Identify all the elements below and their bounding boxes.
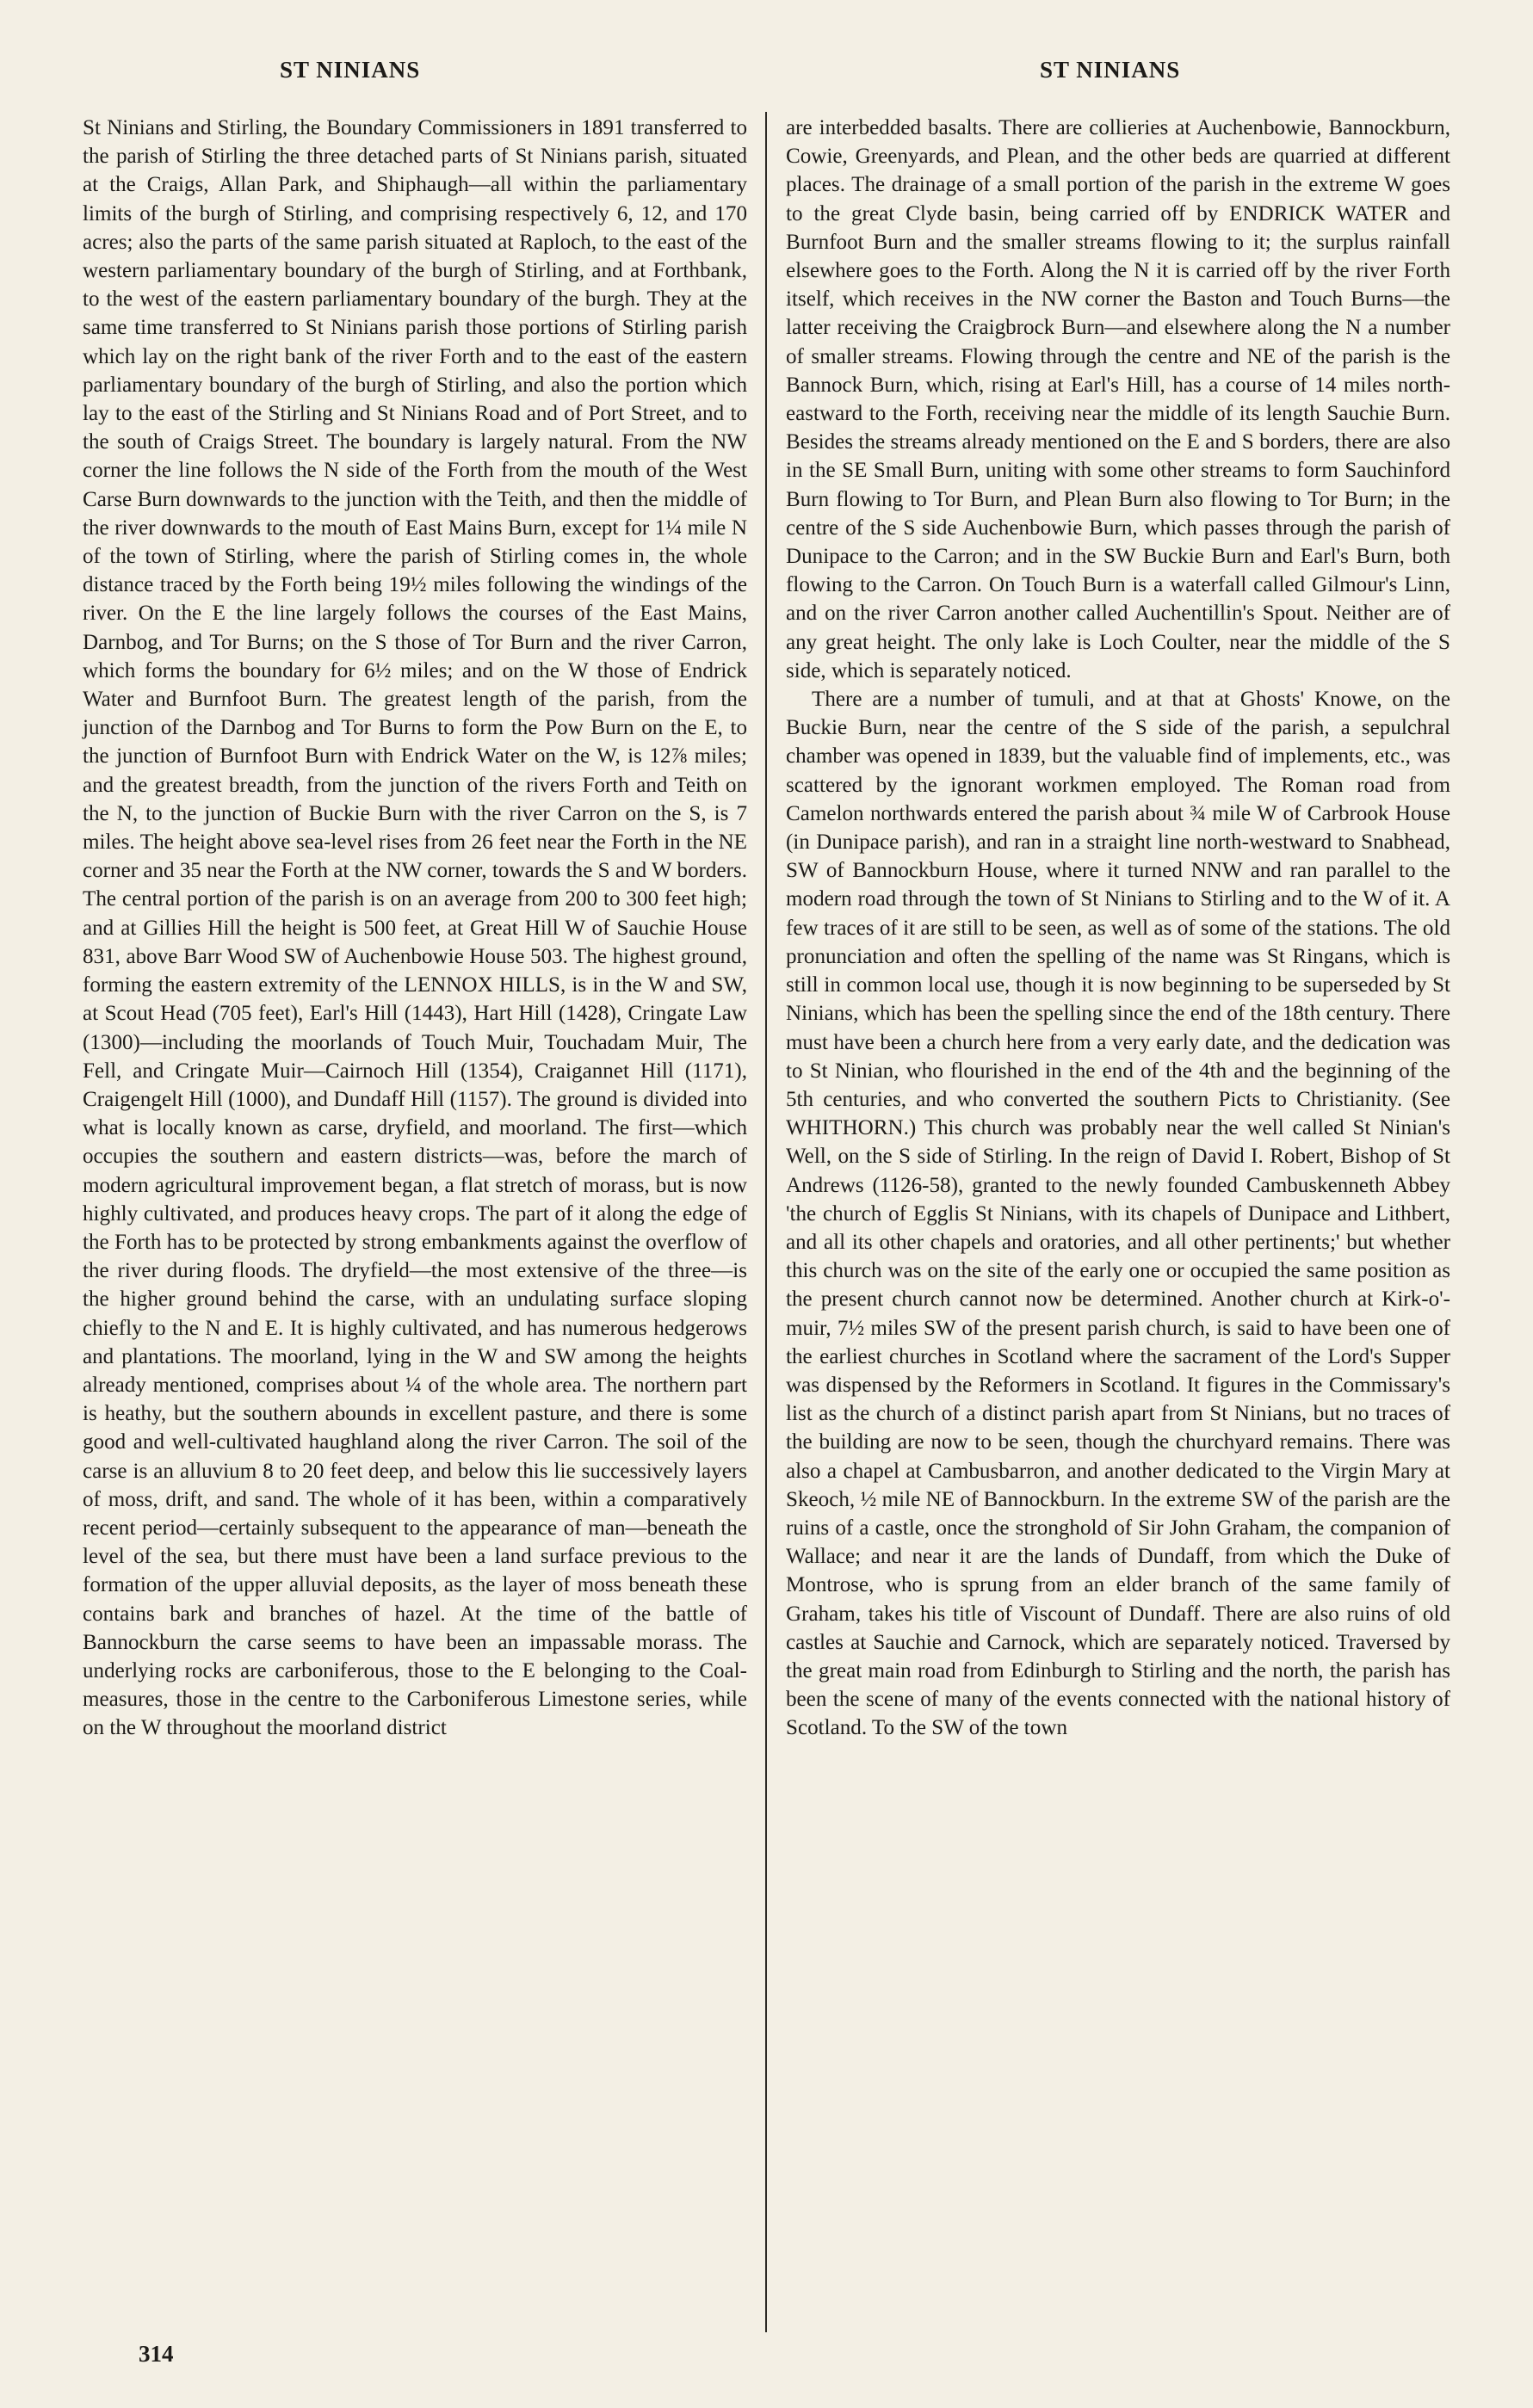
running-head-right: ST NINIANS	[1040, 57, 1181, 83]
column-divider	[765, 112, 767, 2332]
left-column	[83, 114, 747, 1743]
running-head-left: ST NINIANS	[280, 57, 421, 83]
right-paragraph-2: There are a number of tumuli, and at that at Ghosts' Knowe, on the Buckie Burn, near the centre of the S side of the parish, a sepulchral chamber was opened in 1839, but the valuable find of implements, etc., was scattered by the ignorant workmen employed. The Roman road from Camelon northwards entered the parish about ¾ mile W of Carbrook House (in Dunipace parish), and ran in a straight line north-westward to Snabhead, SW of Bannockburn House, where it turned NNW and ran parallel to the modern road through the town of St Ninians to Stirling and to the W of it. A few traces of it are still to be seen, as well as of some of the stations. The old pronunciation and often the spelling of the name was St Ringans, which is still in common local use, though it is now beginning to be superseded by St Ninians, which has been the spelling since the end of the 18th century. There must have been a church here from a very early date, and the dedication was to St Ninian, who flourished in the end of the 4th and the beginning of the 5th centuries, and who converted the southern Picts to Christianity. (See WHITHORN.) This church was probably near the well called St Ninian's Well, on the S side of Stirling. In the reign of David I. Robert, Bishop of St Andrews (1126-58), granted to the newly founded Cambuskenneth Abbey 'the church of Egglis St Ninians, with its chapels of Dunipace and Lithbert, and all its other chapels and oratories, and all other pertinents;' but whether this church was on the site of the early one or occupied the same position as the present church cannot now be determined. Another church at Kirk-o'-muir, 7½ miles SW of the present parish church, is said to have been one of the earliest churches in Scotland where the sacrament of the Lord's Supper was dispensed by the Reformers in Scotland. It figures in the Commissary's list as the church of a distinct parish apart from St Ninians, but no traces of the building are now to be seen, though the churchyard remains. There was also a chapel at Cambusbarron, and another dedicated to the Virgin Mary at Skeoch, ½ mile NE of Bannockburn. In the extreme SW of the parish are the ruins of a castle, once the stronghold of Sir John Graham, the companion of Wallace; and near it are the lands of Dundaff, from which the Duke of Montrose, who is sprung from an elder branch of the same family of Graham, takes his title of Viscount of Dundaff. There are also ruins of old castles at Sauchie and Carnock, which are separately noticed. Traversed by the great main road from Edinburgh to Stirling and the north, the parish has been the scene of many of the events connected with the national history of Scotland. To the SW of the town	[786, 688, 1450, 1740]
right-column	[786, 114, 1450, 1743]
left-paragraph-1: St Ninians and Stirling, the Boundary Commissioners in 1891 transferred to the parish of Stirling the three detached parts of St Ninians parish, situated at the Craigs, Allan Park, and Shiphaugh—all within the parliamentary limits of the burgh of Stirling, and comprising respectively 6, 12, and 170 acres; also the parts of the same parish situated at Raploch, to the east of the western parliamentary boundary of the burgh of Stirling, and at Forthbank, to the west of the eastern parliamentary boundary of the burgh. They at the same time transferred to St Ninians parish those portions of Stirling parish which lay on the right bank of the river Forth and to the east of the eastern parliamentary boundary of the burgh of Stirling, and also the portion which lay to the east of the Stirling and St Ninians Road and of Port Street, and to the south of Craigs Street. The boundary is largely natural. From the NW corner the line follows the N side of the Forth from the mouth of the West Carse Burn downwards to the junction with the Teith, and then the middle of the river downwards to the mouth of East Mains Burn, except for 1¼ mile N of the town of Stirling, where the parish of Stirling comes in, the whole distance traced by the Forth being 19½ miles following the windings of the river. On the E the line largely follows the courses of the East Mains, Darnbog, and Tor Burns; on the S those of Tor Burn and the river Carron, which forms the boundary for 6½ miles; and on the W those of Endrick Water and Burnfoot Burn. The greatest length of the parish, from the junction of the Darnbog and Tor Burns to form the Pow Burn on the E, to the junction of Burnfoot Burn with Endrick Water on the W, is 12⅞ miles; and the greatest breadth, from the junction of the rivers Forth and Teith on the N, to the junction of Buckie Burn with the river Carron on the S, is 7 miles. The height above sea-level rises from 26 feet near the Forth in the NE corner and 35 near the Forth at the NW corner, towards the S and W borders. The central portion of the parish is on an average from 200 to 300 feet high; and at Gillies Hill the height is 500 feet, at Great Hill W of Sauchie House 831, above Barr Wood SW of Auchenbowie House 503. The highest ground, forming the eastern extremity of the LENNOX HILLS, is in the W and SW, at Scout Head (705 feet), Earl's Hill (1443), Hart Hill (1428), Cringate Law (1300)—including the moorlands of Touch Muir, Touchadam Muir, The Fell, and Cringate Muir—Cairnoch Hill (1354), Craigannet Hill (1171), Craigengelt Hill (1000), and Dundaff Hill (1157). The ground is divided into what is locally known as carse, dryfield, and moorland. The first—which occupies the southern and eastern districts—was, before the march of modern agricultural improvement began, a flat stretch of morass, but is now highly cultivated, and produces heavy crops. The part of it along the edge of the Forth has to be protected by strong embankments against the overflow of the river during floods. The dryfield—the most extensive of the three—is the higher ground behind the carse, with an undulating surface sloping chiefly to the N and E. It is highly cultivated, and has numerous hedgerows and plantations. The moorland, lying in the W and SW among the heights already mentioned, comprises about ¼ of the whole area. The northern part is heathy, but the southern abounds in excellent pasture, and there is some good and well-cultivated haughland along the river Carron. The soil of the carse is an alluvium 8 to 20 feet deep, and below this lie successively layers of moss, drift, and sand. The whole of it has been, within a comparatively recent period—certainly subsequent to the appearance of man—beneath the level of the sea, but there must have been a land surface previous to the formation of the upper alluvial deposits, as the layer of moss beneath these contains bark and branches of hazel. At the time of the battle of Bannockburn the carse seems to have been an impassable morass. The underlying rocks are carboniferous, those to the E belonging to the Coal-measures, those in the centre to the Carboniferous Limestone series, while on the W throughout the moorland district	[83, 116, 747, 1740]
right-paragraph-1: are interbedded basalts. There are collieries at Auchenbowie, Bannockburn, Cowie, Greenyards, and Plean, and the other beds are quarried at different places. The drainage of a small portion of the parish in the extreme W goes to the great Clyde basin, being carried off by ENDRICK WATER and Burnfoot Burn and the smaller streams flowing to it; the surplus rainfall elsewhere goes to the Forth. Along the N it is carried off by the river Forth itself, which receives in the NW corner the Baston and Touch Burns—the latter receiving the Craigbrock Burn—and elsewhere along the N a number of smaller streams. Flowing through the centre and NE of the parish is the Bannock Burn, which, rising at Earl's Hill, has a course of 14 miles north-eastward to the Forth, receiving near the middle of its length Sauchie Burn. Besides the streams already mentioned on the E and S borders, there are also in the SE Small Burn, uniting with some other streams to form Sauchinford Burn flowing to Tor Burn, and Plean Burn also flowing to Tor Burn; in the centre of the S side Auchenbowie Burn, which passes through the parish of Dunipace to the Carron; and in the SW Buckie Burn and Earl's Burn, both flowing to the Carron. On Touch Burn is a waterfall called Gilmour's Linn, and on the river Carron another called Auchentillin's Spout. Neither are of any great height. The only lake is Loch Coulter, near the middle of the S side, which is separately noticed.	[786, 116, 1450, 682]
page-number: 314	[139, 2341, 174, 2367]
